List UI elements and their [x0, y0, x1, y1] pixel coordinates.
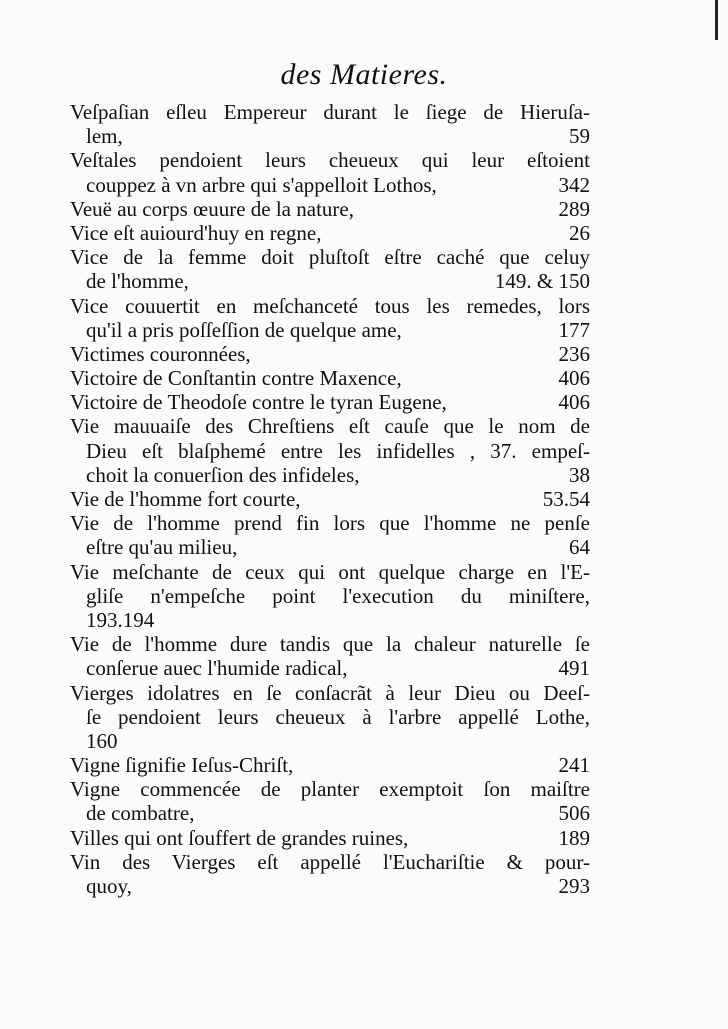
- page-reference: 177: [558, 317, 590, 342]
- page-reference: 491: [558, 656, 590, 681]
- page-reference: 289: [558, 196, 590, 221]
- entry-continuation: [70, 705, 590, 729]
- entry-term: [70, 681, 590, 705]
- entry-continuation: [70, 269, 590, 293]
- page-reference: 236: [558, 341, 590, 366]
- entry-text: quoy,: [86, 874, 132, 898]
- entry-text: 160: [86, 728, 118, 753]
- entry-term: [70, 487, 590, 511]
- entry-text: Victimes couronnées,: [70, 341, 251, 366]
- entry-term: [70, 850, 590, 874]
- entry-text: Veſpaſian eſleu Empereur durant le ſiege de Hieruſa-: [70, 100, 590, 124]
- entry-term: [70, 197, 590, 221]
- entry-continuation: [70, 173, 590, 197]
- entry-text: Vie meſchante de ceux qui ont quelque charge en l'E-: [70, 559, 590, 584]
- page-reference: 406: [558, 366, 590, 391]
- entry-text: Vice eſt auiourd'huy en regne,: [70, 220, 322, 245]
- entry-text: 193.194: [86, 607, 155, 632]
- entry-continuation: [70, 801, 590, 825]
- entry-term: [70, 390, 590, 414]
- entry-term: [70, 632, 590, 656]
- entry-text: Vie de l'homme dure tandis que la chaleur naturelle ſe: [70, 632, 590, 657]
- entry-text: qu'il a pris poſſeſſion de quelque ame,: [86, 317, 402, 342]
- entry-term: [70, 560, 590, 584]
- index-entry: [70, 221, 590, 245]
- entry-term: [70, 100, 590, 124]
- scan-edge-shadow: [715, 0, 718, 40]
- index-entry: [70, 753, 590, 777]
- entry-continuation: [70, 608, 590, 632]
- entry-term: [70, 777, 590, 801]
- page-reference: 64: [569, 535, 590, 560]
- index-entry: [70, 148, 590, 196]
- page-reference: 342: [558, 172, 590, 197]
- entry-continuation: [70, 439, 590, 463]
- index-entry: [70, 511, 590, 559]
- entry-term: [70, 414, 590, 438]
- index-entry: [70, 100, 590, 148]
- page-reference: 406: [558, 390, 590, 415]
- entry-text: Vice couuertit en meſchanceté tous les remedes, lors: [70, 293, 590, 318]
- page-reference: 293: [558, 874, 590, 898]
- index-entry: [70, 777, 590, 825]
- entry-text: couppez à vn arbre qui s'appelloit Lothos,: [86, 172, 437, 197]
- entry-text: Vin des Vierges eſt appellé l'Euchariſtie & pour-: [70, 849, 590, 874]
- page-reference: 506: [558, 801, 590, 826]
- index-entry: [70, 366, 590, 390]
- entry-text: Dieu eſt blaſphemé entre les infidelles , 37. empeſ-: [86, 438, 590, 463]
- entry-text: Vierges idolatres en ſe conſacrãt à leur Dieu ou Deeſ-: [70, 680, 590, 705]
- page-heading: des Matieres.: [280, 58, 448, 91]
- index-list: [70, 100, 590, 898]
- entry-term: [70, 221, 590, 245]
- entry-term: [70, 366, 590, 390]
- entry-term: [70, 342, 590, 366]
- entry-text: conſerue auec l'humide radical,: [86, 656, 348, 681]
- entry-text: Vice de la femme doit pluſtoſt eſtre caché que celuy: [70, 245, 590, 270]
- entry-text: choit la conuerſion des infideles,: [86, 462, 360, 487]
- index-entry: [70, 681, 590, 754]
- entry-term: [70, 148, 590, 172]
- page-reference: 189: [558, 825, 590, 850]
- page-reference: 38: [569, 462, 590, 487]
- index-entry: [70, 414, 590, 487]
- entry-term: [70, 753, 590, 777]
- entry-term: [70, 294, 590, 318]
- entry-term: [70, 245, 590, 269]
- index-entry: [70, 850, 590, 898]
- entry-continuation: [70, 124, 590, 148]
- page-reference: 149. & 150: [494, 269, 590, 294]
- entry-continuation: [70, 318, 590, 342]
- entry-text: lem,: [86, 124, 123, 149]
- entry-text: Vie de l'homme fort courte,: [70, 487, 301, 511]
- entry-text: Vie de l'homme prend fin lors que l'homme ne penſe: [70, 511, 590, 536]
- entry-continuation: [70, 584, 590, 608]
- page-reference: 53.54: [542, 487, 590, 511]
- page-reference: 241: [558, 753, 590, 778]
- index-entry: [70, 245, 590, 293]
- index-entry: [70, 632, 590, 680]
- index-entry: [70, 390, 590, 414]
- entry-text: eſtre qu'au milieu,: [86, 535, 238, 560]
- entry-text: Vigne commencée de planter exemptoit ſon maiſtre: [70, 777, 590, 802]
- entry-term: [70, 826, 590, 850]
- entry-text: Veſtales pendoient leurs cheueux qui leur eſtoient: [70, 148, 590, 173]
- entry-continuation: [70, 656, 590, 680]
- entry-continuation: [70, 874, 590, 898]
- entry-term: [70, 511, 590, 535]
- index-entry: [70, 342, 590, 366]
- entry-text: Vigne ſignifie Ieſus-Chriſt,: [70, 753, 294, 778]
- entry-text: gliſe n'empeſche point l'execution du miniſtere,: [86, 583, 590, 608]
- index-entry: [70, 487, 590, 511]
- index-entry: [70, 560, 590, 633]
- page-reference: 59: [569, 124, 590, 149]
- entry-text: de combatre,: [86, 801, 195, 826]
- entry-continuation: [70, 535, 590, 559]
- entry-text: ſe pendoient leurs cheueux à l'arbre appellé Lothe,: [86, 704, 590, 729]
- page-reference: 26: [569, 220, 590, 245]
- entry-text: Victoire de Theodoſe contre le tyran Eugene,: [70, 390, 447, 415]
- index-entry: [70, 826, 590, 850]
- entry-continuation: [70, 463, 590, 487]
- entry-continuation: [70, 729, 590, 753]
- entry-text: Villes qui ont ſouffert de grandes ruines,: [70, 825, 409, 850]
- entry-text: Veuë au corps œuure de la nature,: [70, 196, 354, 221]
- entry-text: de l'homme,: [86, 269, 189, 294]
- entry-text: Victoire de Conſtantin contre Maxence,: [70, 366, 402, 391]
- index-entry: [70, 197, 590, 221]
- index-entry: [70, 294, 590, 342]
- entry-text: Vie mauuaiſe des Chreſtiens eſt cauſe que le nom de: [70, 414, 590, 439]
